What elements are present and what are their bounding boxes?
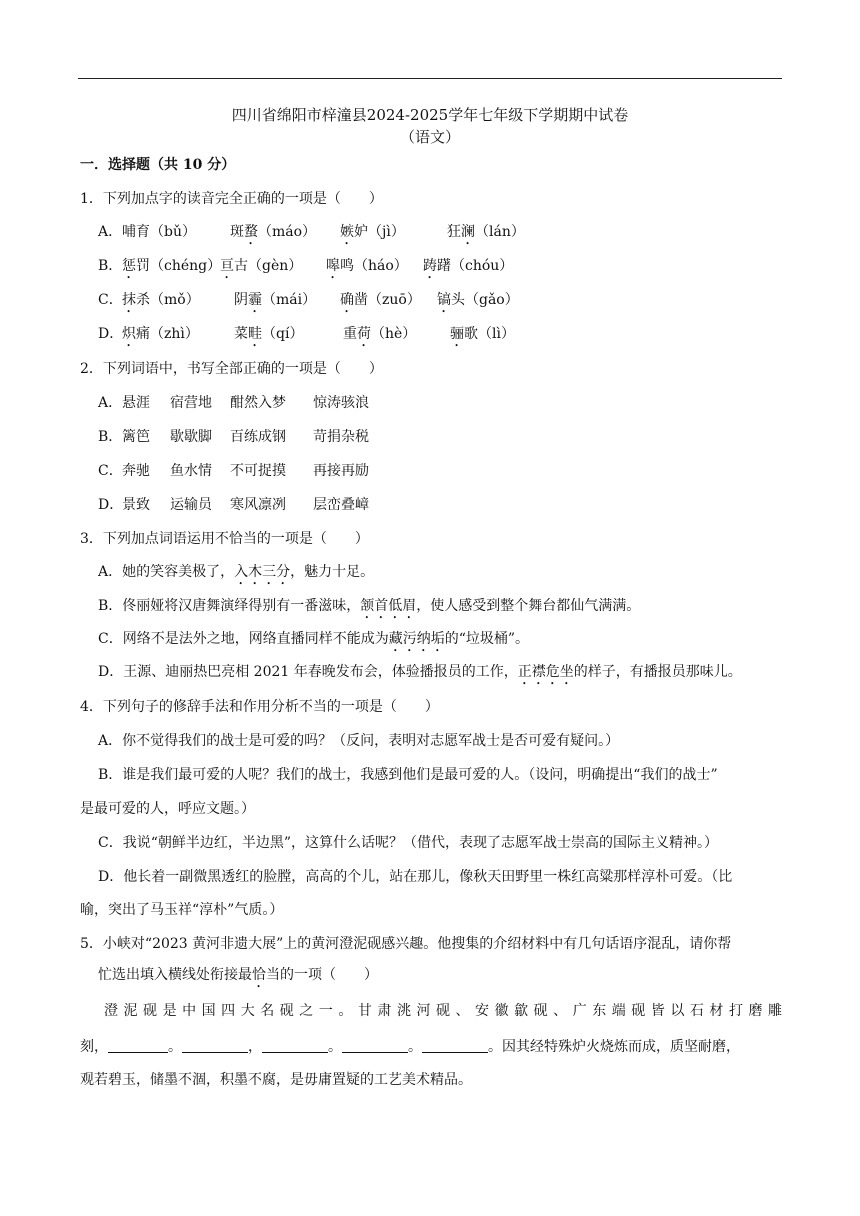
q2a-word2: 宿营地 [170,395,212,411]
q2-stem: 2．下列词语中，书写全部正确的一项是（ ） [80,361,383,377]
q1d-item4: 骊歌（lì） [450,326,515,342]
q1-stem: 1．下列加点字的读音完全正确的一项是（ ） [80,191,383,207]
q2c-word4: 再接再励 [313,463,369,479]
option-letter: C． [98,292,123,308]
q5-stem-line2: 忙选出填入横线处衔接最恰当的一项（ ） [98,967,378,983]
q1b-item1: 惩罚（chéng） [122,258,222,274]
option-letter: B． [98,429,123,445]
q1b-item4: 踌躇（chóu） [423,258,514,274]
q1a-item3: 嫉妒（jì） [340,224,405,240]
q1c-item1: 抹杀（mǒ） [122,292,200,308]
q1a-item2: 斑蝥（máo） [230,224,317,240]
q1d-item2: 菜畦（qí） [234,326,304,342]
blank-1 [108,1038,168,1053]
q2d-word4: 层峦叠嶂 [313,497,369,513]
q2b-word4: 苛捐杂税 [313,429,369,445]
q5-passage-line1: 澄泥砚是中国四大名砚之一。甘肃洮河砚、安徽歙砚、广东端砚皆以石材打磨雕 [104,1003,782,1019]
q3-option-d[interactable]: D．王源、迪丽热巴亮相 2021 年春晚发布会，体验播报员的工作，正襟危坐的样子，有播报员那味儿。 [98,664,742,680]
q5-passage-line3: 观若碧玉，储墨不涸，积墨不腐，是毋庸置疑的工艺美术精品。 [80,1072,472,1088]
q4-option-a[interactable]: A．你不觉得我们的战士是可爱的吗？（反问，表明对志愿军战士是否可爱有疑问。） [98,733,620,749]
q2a-word4: 惊涛骇浪 [313,395,369,411]
option-letter: A． [98,395,123,411]
q1b-item3: 嗥鸣（háo） [326,258,408,274]
q4-option-d-line1: D．他长着一副微黑透红的脸膛，高高的个儿，站在那儿，像秋天田野里一株红高粱那样淳朴可爱。（比 [98,869,733,885]
q5-passage-line2: 刻， 。 ， 。 。 。因其经特殊炉火烧炼而成，质坚耐磨， [80,1039,740,1055]
q2b-word3: 百练成钢 [230,429,286,445]
q2d-word1: 景致 [122,497,150,513]
page-title: 四川省绵阳市梓潼县2024-2025学年七年级下学期期中试卷 [231,106,629,124]
q1c-item2: 阴霾（mái） [234,292,317,308]
q2b-word1: 篱笆 [122,429,150,445]
q2c-word1: 奔驰 [122,463,150,479]
q1c-item4: 镐头（gǎo） [437,292,519,308]
option-letter: A． [98,224,123,240]
q2b-word2: 歇歇脚 [170,429,212,445]
q4-option-b-line1: B．谁是我们最可爱的人呢？我们的战士，我感到他们是最可爱的人。（设问，明确提出“我们的战士” [98,767,718,783]
option-letter: B． [98,258,123,274]
q3-option-a[interactable]: A．她的笑容美极了，入木三分，魅力十足。 [98,564,375,580]
blank-3 [262,1038,328,1053]
q2c-word2: 鱼水情 [170,463,212,479]
q1a-item4: 狂澜（lán） [447,224,525,240]
q3-stem: 3．下列加点词语运用不恰当的一项是（ ） [80,531,369,547]
q4-stem: 4．下列句子的修辞手法和作用分析不当的一项是（ ） [80,699,439,715]
q2a-word1: 悬涯 [122,395,150,411]
q1a-item1: 哺育（bǔ） [122,224,196,240]
q2a-word3: 酣然入梦 [230,395,286,411]
option-letter: D． [98,497,124,513]
q4-option-b-line2: 是最可爱的人，呼应文题。） [80,801,255,817]
q1b-item2: 亘古（gèn） [220,258,303,274]
q4-option-c[interactable]: C．我说“朝鲜半边红，半边黑”，这算什么话呢？（借代，表现了志愿军战士崇高的国际主义精神。） [98,835,719,851]
q1d-item3: 重荷（hè） [343,326,417,342]
q2d-word2: 运输员 [170,497,212,513]
header-rule [78,78,782,79]
q3-option-b[interactable]: B．佟丽娅将汉唐舞演绎得别有一番滋味，颔首低眉，使人感受到整个舞台都仙气满满。 [98,598,641,614]
q2c-word3: 不可捉摸 [230,463,286,479]
q4-option-d-line2: 喻，突出了马玉祥“淳朴”气质。） [80,902,284,918]
section-heading: 一．选择题（共 10 分） [80,157,236,173]
q2d-word3: 寒风凛冽 [230,497,286,513]
q3-option-c[interactable]: C．网络不是法外之地，网络直播同样不能成为藏污纳垢的“垃圾桶”。 [98,631,530,647]
blank-4 [342,1038,408,1053]
option-letter: D． [98,326,124,342]
blank-2 [182,1038,248,1053]
blank-5 [422,1038,488,1053]
q1c-item3: 确凿（zuō） [340,292,421,308]
q5-stem-line1: 5．小峡对“2023 黄河非遗大展”上的黄河澄泥砚感兴趣。他搜集的介绍材料中有几句话语序混乱，请你帮 [80,936,732,952]
q1d-item1: 炽痛（zhì） [122,326,199,342]
page-subtitle: （语文） [399,128,460,146]
option-letter: C． [98,463,123,479]
